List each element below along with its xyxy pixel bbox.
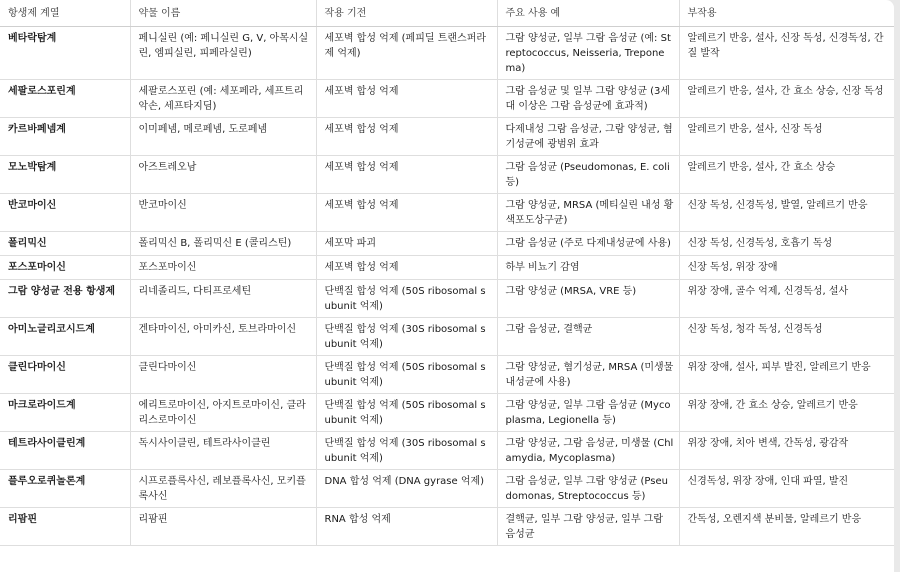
drugs-cell: 페니실린 (예: 페니실린 G, V, 아목시실린, 엠피실린, 피페라실린) [130, 27, 316, 80]
class-cell: 클린다마이신 [0, 356, 130, 394]
side-effects-cell: 알레르기 반응, 설사, 간 효소 상승 [679, 156, 894, 194]
header-class: 항생제 계열 [0, 0, 130, 27]
table-row [0, 356, 894, 394]
table-row [0, 280, 894, 318]
side-effects-cell: 간독성, 오렌지색 분비물, 알레르기 반응 [679, 508, 894, 546]
uses-cell: 그람 음성균, 결핵균 [497, 318, 679, 356]
table-row [0, 432, 894, 470]
drugs-cell: 리팜핀 [130, 508, 316, 546]
class-cell: 리팜핀 [0, 508, 130, 546]
uses-cell: 그람 양성균 (MRSA, VRE 등) [497, 280, 679, 318]
mechanism-cell: 단백질 합성 억제 (50S ribosomal subunit 억제) [316, 394, 497, 432]
table-row [0, 508, 894, 546]
table-row [0, 80, 894, 118]
side-effects-cell: 위장 장애, 골수 억제, 신경독성, 설사 [679, 280, 894, 318]
mechanism-cell: RNA 합성 억제 [316, 508, 497, 546]
table-row [0, 156, 894, 194]
mechanism-cell: 세포벽 합성 억제 [316, 194, 497, 232]
mechanism-cell: 세포막 파괴 [316, 232, 497, 256]
header-drugs: 약물 이름 [130, 0, 316, 27]
uses-cell: 하부 비뇨기 감염 [497, 256, 679, 280]
uses-cell: 다제내성 그람 음성균, 그람 양성균, 혐기성균에 광범위 효과 [497, 118, 679, 156]
drugs-cell: 시프로플록사신, 레보플록사신, 모키플록사신 [130, 470, 316, 508]
table-row [0, 232, 894, 256]
class-cell: 아미노글리코시드계 [0, 318, 130, 356]
drugs-cell: 아즈트레오남 [130, 156, 316, 194]
mechanism-cell: 단백질 합성 억제 (50S ribosomal subunit 억제) [316, 356, 497, 394]
drugs-cell: 에리트로마이신, 아지트로마이신, 클라리스로마이신 [130, 394, 316, 432]
table-row [0, 318, 894, 356]
uses-cell: 그람 양성균, 혐기성균, MRSA (미생물 내성균에 사용) [497, 356, 679, 394]
class-cell: 플루오로퀴놀론계 [0, 470, 130, 508]
table-row [0, 394, 894, 432]
drugs-cell: 세팔로스포린 (예: 세포페라, 세프트리악손, 세프타지딤) [130, 80, 316, 118]
class-cell: 포스포마이신 [0, 256, 130, 280]
mechanism-cell: 세포벽 합성 억제 (페피딜 트랜스퍼라제 억제) [316, 27, 497, 80]
mechanism-cell: 세포벽 합성 억제 [316, 118, 497, 156]
side-effects-cell: 위장 장애, 간 효소 상승, 알레르기 반응 [679, 394, 894, 432]
mechanism-cell: DNA 합성 억제 (DNA gyrase 억제) [316, 470, 497, 508]
side-effects-cell: 신장 독성, 위장 장애 [679, 256, 894, 280]
uses-cell: 그람 음성균 (주로 다제내성균에 사용) [497, 232, 679, 256]
mechanism-cell: 세포벽 합성 억제 [316, 256, 497, 280]
drugs-cell: 클린다마이신 [130, 356, 316, 394]
uses-cell: 그람 양성균, MRSA (메티실린 내성 황색포도상구균) [497, 194, 679, 232]
header-uses: 주요 사용 예 [497, 0, 679, 27]
mechanism-cell: 세포벽 합성 억제 [316, 80, 497, 118]
uses-cell: 그람 양성균, 일부 그람 음성균 (Mycoplasma, Legionella 등) [497, 394, 679, 432]
class-cell: 마크로라이드계 [0, 394, 130, 432]
table-row [0, 194, 894, 232]
table-body [0, 27, 894, 546]
side-effects-cell: 알레르기 반응, 설사, 신장 독성 [679, 118, 894, 156]
class-cell: 폴리믹신 [0, 232, 130, 256]
side-effects-cell: 신장 독성, 신경독성, 호흡기 독성 [679, 232, 894, 256]
drugs-cell: 포스포마이신 [130, 256, 316, 280]
drugs-cell: 리네졸리드, 다티프로세틴 [130, 280, 316, 318]
uses-cell: 그람 음성균 및 일부 그람 양성균 (3세대 이상은 그람 음성균에 효과적) [497, 80, 679, 118]
class-cell: 세팔로스포린계 [0, 80, 130, 118]
uses-cell: 결핵균, 일부 그람 양성균, 일부 그람 음성균 [497, 508, 679, 546]
header-side-effects: 부작용 [679, 0, 894, 27]
drugs-cell: 폴리믹신 B, 폴리믹신 E (콜리스틴) [130, 232, 316, 256]
drugs-cell: 독시사이클린, 테트라사이클린 [130, 432, 316, 470]
drugs-cell: 이미페넴, 메로페넴, 도로페넴 [130, 118, 316, 156]
table-row [0, 118, 894, 156]
side-effects-cell: 위장 장애, 설사, 피부 발진, 알레르기 반응 [679, 356, 894, 394]
class-cell: 반코마이신 [0, 194, 130, 232]
mechanism-cell: 단백질 합성 억제 (50S ribosomal subunit 억제) [316, 280, 497, 318]
table-row [0, 470, 894, 508]
mechanism-cell: 단백질 합성 억제 (30S ribosomal subunit 억제) [316, 318, 497, 356]
class-cell: 카르바페넴계 [0, 118, 130, 156]
table-row [0, 27, 894, 80]
header-mechanism: 작용 기전 [316, 0, 497, 27]
side-effects-cell: 신장 독성, 신경독성, 발열, 알레르기 반응 [679, 194, 894, 232]
side-effects-cell: 위장 장애, 치아 변색, 간독성, 광감작 [679, 432, 894, 470]
drugs-cell: 겐타마이신, 아미카신, 토브라마이신 [130, 318, 316, 356]
side-effects-cell: 알레르기 반응, 설사, 신장 독성, 신경독성, 간질 발작 [679, 27, 894, 80]
uses-cell: 그람 양성균, 일부 그람 음성균 (예: Streptococcus, Neisseria, Treponema) [497, 27, 679, 80]
table-row [0, 256, 894, 280]
uses-cell: 그람 음성균 (Pseudomonas, E. coli 등) [497, 156, 679, 194]
side-effects-cell: 알레르기 반응, 설사, 간 효소 상승, 신장 독성 [679, 80, 894, 118]
side-effects-cell: 신경독성, 위장 장애, 인대 파열, 발진 [679, 470, 894, 508]
mechanism-cell: 단백질 합성 억제 (30S ribosomal subunit 억제) [316, 432, 497, 470]
drugs-cell: 반코마이신 [130, 194, 316, 232]
uses-cell: 그람 양성균, 그람 음성균, 미생물 (Chlamydia, Mycoplasma) [497, 432, 679, 470]
class-cell: 베타락탐계 [0, 27, 130, 80]
table-header-row [0, 0, 894, 27]
mechanism-cell: 세포벽 합성 억제 [316, 156, 497, 194]
uses-cell: 그람 음성균, 일부 그람 양성균 (Pseudomonas, Streptococcus 등) [497, 470, 679, 508]
side-effects-cell: 신장 독성, 청각 독성, 신경독성 [679, 318, 894, 356]
class-cell: 모노박탐계 [0, 156, 130, 194]
class-cell: 그람 양성균 전용 항생제 [0, 280, 130, 318]
class-cell: 테트라사이클린계 [0, 432, 130, 470]
